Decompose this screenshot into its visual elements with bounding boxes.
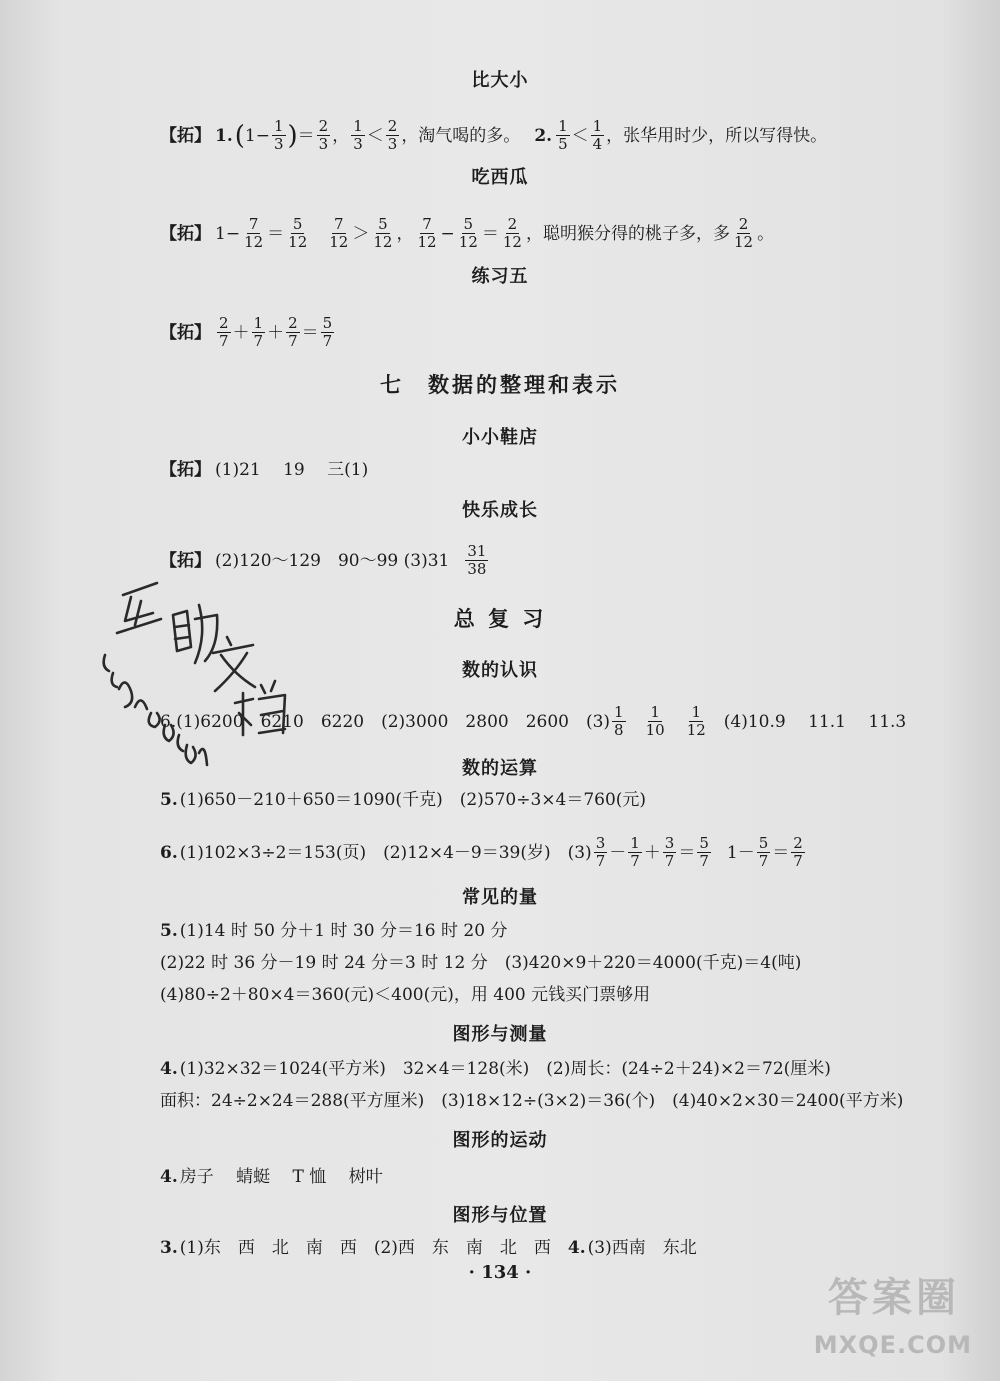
text: (1)32×32＝1024(平方米) 32×4＝128(米) (2)周长：(24÷2＋24)×2＝72(厘米) (179, 1059, 831, 1079)
text: ，淘气喝的多。 (401, 125, 521, 146)
text: (1)21 19 三(1) (215, 460, 369, 480)
text: 1− (244, 125, 270, 146)
answer-line-15 (160, 1236, 697, 1260)
text: (1)102×3÷2＝153(页) (2)12×4－9＝39(岁) (3) (179, 842, 592, 863)
tag-label: 【拓】 (160, 223, 211, 244)
text: 面积：24÷2×24＝288(平方厘米) (3)18×12÷(3×2)＝36(个) (4)40×2×30＝2400(平方米) (160, 1091, 904, 1111)
paren-open: ( (234, 120, 245, 151)
text: ＜ (571, 125, 589, 146)
chapter-title: 七 数据的整理和表示 (380, 373, 620, 397)
fraction: $\frac{3}{7}$ (595, 834, 606, 870)
tag-label: 【拓】 (160, 125, 211, 146)
fraction: $\frac{1}{7}$ (630, 834, 640, 870)
answer-line-8 (160, 835, 807, 870)
section-title-kuaile: 快乐成长 (462, 500, 538, 521)
section-title-lianxi5: 练习五 (471, 266, 529, 287)
answer-line-11 (160, 983, 650, 1007)
section-title-shudeyunsuan: 数的运算 (462, 758, 538, 779)
text: ＝ (678, 842, 696, 863)
answer-line-13 (160, 1089, 903, 1113)
item-number: 1. (215, 125, 233, 146)
fraction: $\frac{5}{7}$ (699, 834, 709, 870)
text: 房子 蜻蜓 T 恤 树叶 (179, 1167, 383, 1187)
answer-line-12 (160, 1057, 831, 1081)
item-number: 5. (160, 921, 178, 941)
text: ＞ (352, 223, 370, 244)
fraction: $\frac{1}{12}$ (686, 703, 706, 739)
section-title-tuxingweizhi: 图形与位置 (452, 1205, 548, 1226)
text: ＋ (643, 842, 661, 863)
text: ＝ (772, 842, 790, 863)
section-title-chixigua: 吃西瓜 (471, 167, 529, 188)
fraction: $\frac{2}{7}$ (288, 314, 298, 350)
text: (2)22 时 36 分－19 时 24 分＝3 时 12 分 (3)420×9＋220＝4000(千克)＝4(吨) (160, 953, 802, 973)
answer-line-2 (160, 216, 774, 251)
answer-line-7 (160, 788, 646, 812)
text: ，张华用时少，所以写得快。 (606, 125, 828, 146)
fraction: $\frac{2}{12}$ (502, 215, 522, 251)
text: (4)80÷2＋80×4＝360(元)＜400(元)，用 400 元钱买门票够用 (160, 985, 651, 1005)
item-number: 4. (567, 1238, 586, 1258)
fraction: $\frac{1}{5}$ (558, 117, 568, 153)
text: ＜ (366, 125, 384, 146)
fraction: $\frac{1}{7}$ (253, 314, 264, 350)
answer-line-1 (160, 118, 827, 153)
fraction: $\frac{2}{3}$ (387, 117, 398, 153)
item-number: 4. (160, 1059, 178, 1079)
text: 6.(1)6200 6210 6220 (2)3000 2800 2600 (3) (160, 711, 611, 732)
fraction: $\frac{5}{7}$ (758, 834, 769, 870)
fraction: $\frac{7}{12}$ (329, 215, 349, 251)
watermark-logo-text: 答案圈 (828, 1275, 960, 1321)
answer-line-10 (160, 951, 801, 975)
fraction: $\frac{2}{12}$ (733, 215, 754, 251)
fraction: $\frac{1}{3}$ (273, 117, 284, 153)
paren-close: ) (287, 120, 298, 151)
tag-label: 【拓】 (160, 322, 211, 343)
text: (2)120～129 90～99 (3)31 (215, 550, 450, 571)
fraction: $\frac{3}{7}$ (664, 834, 675, 870)
text: ， (396, 223, 414, 244)
fraction: $\frac{7}{12}$ (417, 215, 437, 251)
text: ＝ (481, 223, 499, 244)
fraction: $\frac{2}{3}$ (318, 117, 329, 153)
handwritten-stamp-image (95, 575, 295, 775)
item-number: 2. (534, 125, 553, 146)
item-number: 3. (160, 1238, 178, 1258)
answer-line-14 (160, 1165, 383, 1189)
review-title: 总 复 习 (453, 607, 547, 631)
fraction: $\frac{7}{12}$ (244, 215, 264, 251)
fraction: $\frac{1}{3}$ (353, 117, 363, 153)
section-title-tuxingceliang: 图形与测量 (452, 1024, 548, 1045)
watermark-url-text: MXQE.COM (813, 1331, 972, 1359)
tag-label: 【拓】 (160, 550, 211, 571)
fraction: $\frac{1}{10}$ (645, 703, 665, 739)
text: (1)14 时 50 分＋1 时 30 分＝16 时 20 分 (179, 921, 508, 941)
section-title-changjian: 常见的量 (462, 887, 538, 908)
text: (3)西南 东北 (587, 1238, 697, 1258)
section-title-shuderenshi: 数的认识 (462, 660, 538, 681)
text: − (440, 223, 455, 244)
fraction: $\frac{5}{7}$ (322, 314, 333, 350)
page-number: · 134 · (468, 1262, 532, 1283)
text: ＝ (267, 223, 285, 244)
section-title-tuxingyundong: 图形的运动 (452, 1130, 548, 1151)
item-number: 5. (160, 790, 178, 810)
answer-line-9 (160, 919, 507, 943)
fraction: $\frac{2}{7}$ (793, 834, 803, 870)
fraction: $\frac{2}{7}$ (219, 314, 229, 350)
text: ＋ (232, 322, 250, 343)
fraction: $\frac{5}{12}$ (288, 215, 308, 251)
fraction: $\frac{31}{38}$ (467, 542, 487, 578)
tag-label: 【拓】 (160, 460, 211, 480)
item-number: 6. (160, 842, 178, 863)
text: ＝ (297, 125, 315, 146)
answer-line-3 (160, 315, 336, 350)
text: (1)东 西 北 南 西 (2)西 东 南 北 西 (179, 1238, 568, 1258)
answer-line-4 (160, 458, 368, 482)
fraction: $\frac{5}{12}$ (458, 215, 478, 251)
text: 。 (757, 223, 775, 244)
fraction: $\frac{1}{4}$ (592, 117, 603, 153)
section-title-bidaxiao: 比大小 (471, 70, 529, 91)
fraction: $\frac{1}{8}$ (614, 703, 624, 739)
text: (4)10.9 11.1 11.3 (723, 711, 907, 732)
text: 1− (215, 223, 241, 244)
text: ，聪明猴分得的桃子多，多 (525, 223, 730, 244)
answer-line-5 (160, 543, 490, 578)
text: (1)650－210＋650＝1090(千克) (2)570÷3×4＝760(元) (179, 790, 647, 810)
item-number: 4. (160, 1167, 178, 1187)
text: 1－ (726, 842, 755, 863)
text: － (609, 842, 627, 863)
fraction: $\frac{5}{12}$ (373, 215, 393, 251)
section-title-xiexiedian: 小小鞋店 (462, 427, 538, 448)
text: ， (332, 125, 350, 146)
text: ＋ (267, 322, 285, 343)
text: ＝ (301, 322, 319, 343)
